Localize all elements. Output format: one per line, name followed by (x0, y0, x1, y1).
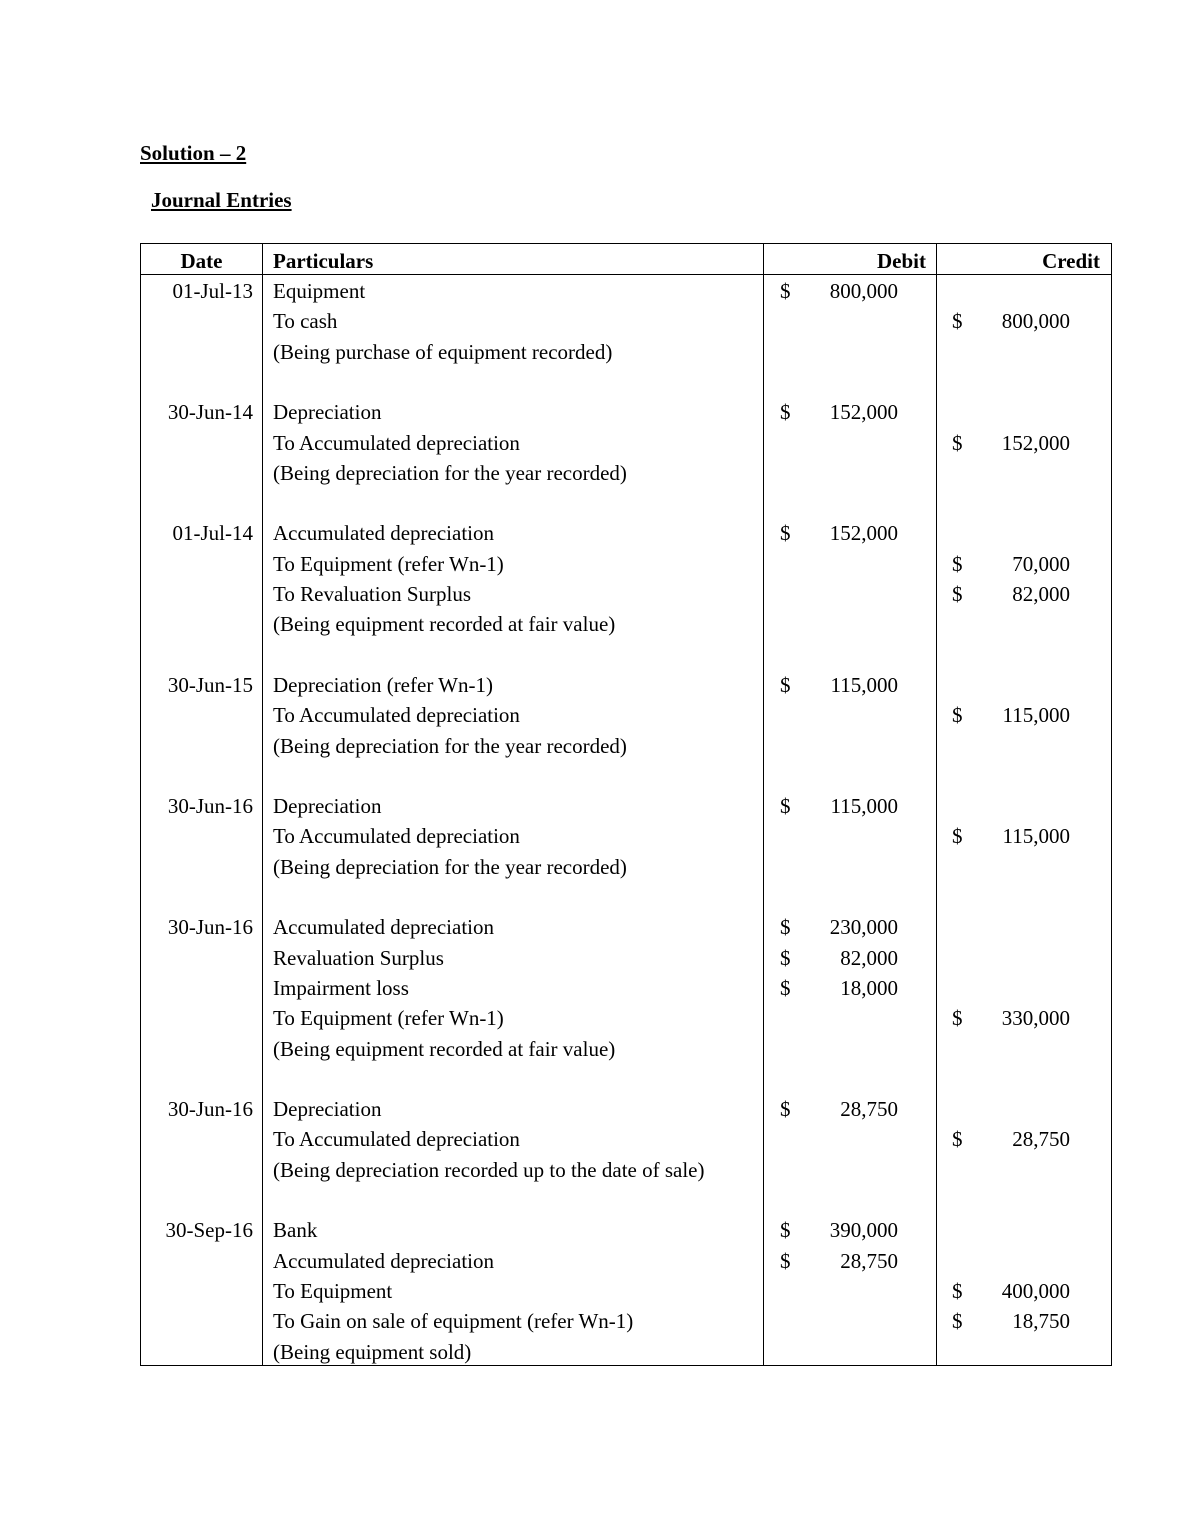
particulars-cell: (Being depreciation recorded up to the date of sale) (273, 1157, 705, 1182)
table-row (141, 791, 1111, 821)
credit-amount: 330,000 (1001, 1006, 1070, 1031)
particulars-cell: To Equipment (refer Wn-1) (273, 551, 504, 576)
particulars-cell: (Being depreciation for the year recorded) (273, 854, 627, 879)
debit-amount: 28,750 (840, 1097, 898, 1122)
table-row (141, 700, 1111, 730)
table-row (141, 670, 1111, 700)
particulars-cell: Depreciation (273, 1097, 382, 1122)
table-row (141, 276, 1111, 306)
particulars-cell: Depreciation (273, 400, 382, 425)
particulars-cell: Bank (273, 1218, 318, 1243)
particulars-cell: (Being purchase of equipment recorded) (273, 339, 613, 364)
table-row (141, 549, 1111, 579)
credit-currency-symbol: $ (952, 582, 963, 606)
table-row (141, 1003, 1111, 1033)
header-debit: Debit (877, 249, 926, 273)
debit-currency-symbol: $ (780, 1097, 791, 1122)
date-cell: 30-Jun-16 (167, 794, 253, 819)
credit-currency-symbol: $ (952, 1006, 963, 1031)
particulars-cell: To Accumulated depreciation (273, 1127, 520, 1152)
debit-currency-symbol: $ (780, 400, 791, 425)
particulars-cell: Revaluation Surplus (273, 945, 444, 970)
page-title: Solution – 2 (140, 141, 247, 165)
debit-currency-symbol: $ (780, 945, 791, 970)
credit-currency-symbol: $ (952, 1278, 963, 1303)
particulars-cell: To Accumulated depreciation (273, 824, 520, 849)
date-cell: 30-Jun-14 (167, 400, 253, 425)
table-row (141, 337, 1111, 367)
table-row (141, 821, 1111, 851)
debit-amount: 82,000 (840, 945, 898, 970)
credit-currency-symbol: $ (952, 551, 963, 576)
table-row (141, 1185, 1111, 1215)
table-row (141, 458, 1111, 488)
table-row (141, 488, 1111, 518)
debit-amount: 115,000 (830, 794, 898, 819)
debit-currency-symbol: $ (780, 975, 791, 1000)
debit-currency-symbol: $ (780, 794, 791, 819)
credit-currency-symbol: $ (952, 703, 963, 728)
credit-currency-symbol: $ (952, 309, 963, 334)
table-row (141, 397, 1111, 427)
particulars-cell: (Being depreciation for the year recorded) (273, 733, 627, 758)
debit-amount: 115,000 (830, 672, 898, 697)
particulars-cell: Depreciation (refer Wn-1) (273, 672, 493, 697)
table-row (141, 852, 1111, 882)
table-row (141, 1034, 1111, 1064)
particulars-cell: Accumulated depreciation (273, 915, 494, 940)
date-cell: 30-Sep-16 (165, 1218, 253, 1243)
credit-amount: 18,750 (1012, 1309, 1070, 1334)
table-row (141, 761, 1111, 791)
table-row (141, 609, 1111, 639)
journal-table (140, 243, 1112, 1366)
particulars-cell: Accumulated depreciation (273, 521, 494, 546)
debit-amount: 230,000 (829, 915, 898, 940)
particulars-cell: (Being equipment sold) (273, 1339, 472, 1364)
particulars-cell: To Equipment (refer Wn-1) (273, 1006, 504, 1031)
particulars-cell: (Being depreciation for the year recorded) (273, 460, 627, 485)
debit-amount: 18,000 (840, 975, 898, 1000)
table-row (141, 1215, 1111, 1245)
particulars-cell: Accumulated depreciation (273, 1248, 494, 1273)
credit-currency-symbol: $ (952, 824, 963, 849)
particulars-cell: Depreciation (273, 794, 382, 819)
header-credit: Credit (1042, 249, 1100, 273)
particulars-cell: To Accumulated depreciation (273, 430, 520, 455)
header-date: Date (180, 249, 223, 273)
date-cell: 01-Jul-13 (172, 279, 253, 303)
particulars-cell: (Being equipment recorded at fair value) (273, 1036, 616, 1061)
table-row (141, 912, 1111, 942)
debit-amount: 28,750 (840, 1248, 898, 1273)
credit-currency-symbol: $ (952, 430, 963, 455)
credit-currency-symbol: $ (952, 1309, 963, 1334)
table-row (141, 1064, 1111, 1094)
particulars-cell: Equipment (273, 279, 366, 303)
particulars-cell: Impairment loss (273, 975, 409, 1000)
credit-amount: 70,000 (1012, 551, 1070, 576)
debit-currency-symbol: $ (780, 672, 791, 697)
credit-amount: 115,000 (1002, 703, 1070, 728)
date-cell: 30-Jun-16 (167, 915, 253, 940)
table-row (141, 367, 1111, 397)
table-row (141, 973, 1111, 1003)
debit-currency-symbol: $ (780, 521, 791, 546)
table-row (141, 943, 1111, 973)
debit-amount: 390,000 (829, 1218, 898, 1243)
debit-amount: 800,000 (829, 279, 898, 303)
section-title: Journal Entries (151, 188, 292, 212)
table-row (141, 1337, 1111, 1367)
credit-amount: 28,750 (1012, 1127, 1070, 1152)
credit-amount: 115,000 (1002, 824, 1070, 849)
table-row (141, 518, 1111, 548)
particulars-cell: To Accumulated depreciation (273, 703, 520, 728)
header-particulars: Particulars (273, 249, 374, 273)
credit-amount: 400,000 (1001, 1278, 1070, 1303)
credit-currency-symbol: $ (952, 1127, 963, 1152)
particulars-cell: (Being equipment recorded at fair value) (273, 612, 616, 637)
debit-currency-symbol: $ (780, 1218, 791, 1243)
table-row (141, 731, 1111, 761)
header-divider (141, 274, 1111, 275)
table-row (141, 1246, 1111, 1276)
table-row (141, 882, 1111, 912)
particulars-cell: To Equipment (273, 1278, 393, 1303)
credit-amount: 82,000 (1012, 582, 1070, 606)
date-cell: 30-Jun-15 (167, 672, 253, 697)
table-row (141, 306, 1111, 336)
table-row (141, 1124, 1111, 1154)
credit-amount: 800,000 (1001, 309, 1070, 334)
date-cell: 30-Jun-16 (167, 1097, 253, 1122)
table-row (141, 1155, 1111, 1185)
debit-amount: 152,000 (829, 400, 898, 425)
debit-currency-symbol: $ (780, 279, 791, 303)
date-cell: 01-Jul-14 (172, 521, 253, 546)
debit-currency-symbol: $ (780, 1248, 791, 1273)
debit-amount: 152,000 (829, 521, 898, 546)
particulars-cell: To Revaluation Surplus (273, 582, 472, 606)
particulars-cell: To Gain on sale of equipment (refer Wn-1) (273, 1309, 634, 1334)
table-row (141, 579, 1111, 609)
table-row (141, 1306, 1111, 1336)
table-row (141, 428, 1111, 458)
debit-currency-symbol: $ (780, 915, 791, 940)
credit-amount: 152,000 (1001, 430, 1070, 455)
table-row (141, 1276, 1111, 1306)
table-row (141, 1094, 1111, 1124)
table-row (141, 640, 1111, 670)
particulars-cell: To cash (273, 309, 338, 334)
